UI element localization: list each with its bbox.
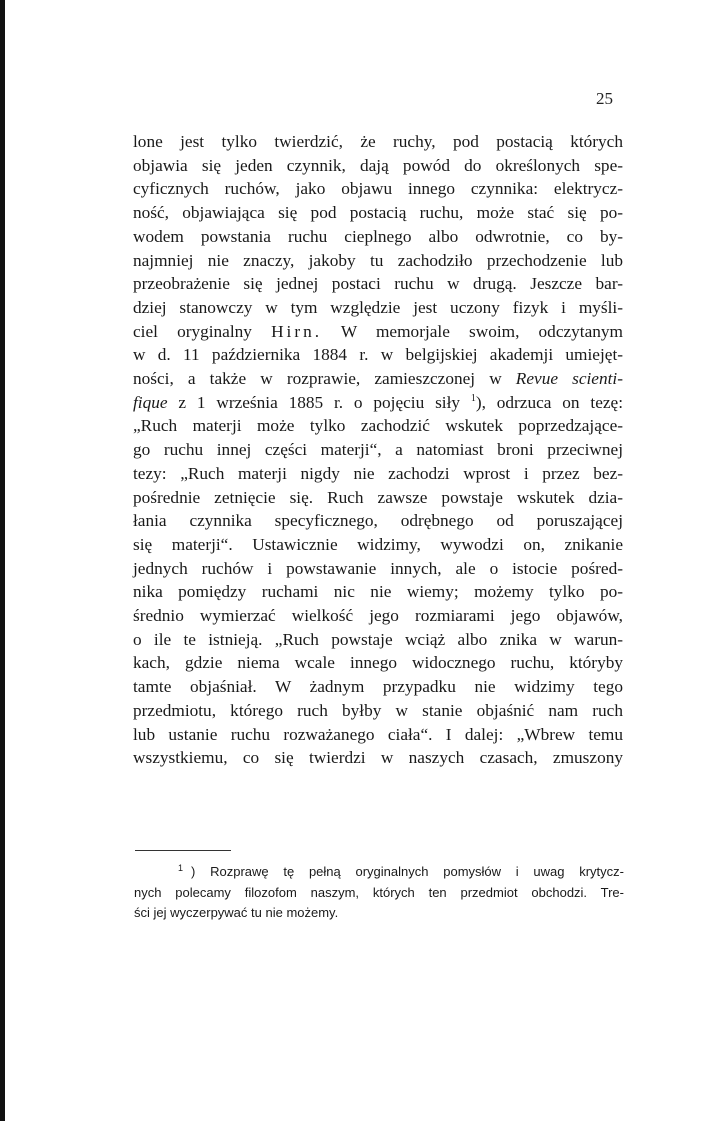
text-line: „Ruch materji może tylko zachodzić wskutek poprzedzające- — [133, 416, 623, 436]
text-line: się materji“. Ustawicznie widzimy, wywodzi on, znikanie — [133, 534, 623, 554]
text-line: jednych ruchów i powstawanie innych, ale o istocie pośred- — [133, 558, 623, 578]
text-line: lub ustanie ruchu rozważanego ciała“. I dalej: „Wbrew temu — [133, 724, 623, 744]
text-line — [133, 320, 623, 344]
text-fragment: ciel oryginalny — [133, 321, 252, 341]
page-number: 25 — [596, 89, 613, 108]
text-fragment: W memorjale swoim, odczytanym — [340, 321, 623, 341]
text-line: tezy: „Ruch materji nigdy nie zachodzi wprost i przez bez- — [133, 463, 623, 483]
text-line: ność, objawiająca się pod postacią ruchu, może stać się po- — [133, 203, 623, 223]
text-line: kach, gdzie niema wcale innego widocznego ruchu, któryby — [133, 653, 623, 673]
text-line: lone jest tylko twierdzić, że ruchy, pod postacią których — [133, 132, 623, 151]
footnote-line — [134, 862, 624, 883]
footnote-marker: 1 — [178, 862, 184, 873]
text-line: o ile te istnieją. „Ruch powstaje wciąż albo znika w warun- — [133, 629, 623, 649]
footnote-line: ści jej wyczerpywać tu nie możemy. — [134, 905, 339, 920]
footnote-divider — [135, 850, 231, 851]
footnote-text: ) Rozprawę tę pełną oryginalnych pomysłów i uwag krytycz- — [191, 864, 624, 879]
text-line: cyficznych ruchów, jako objawu innego czynnika: elektrycz- — [133, 179, 623, 199]
text-line — [133, 367, 623, 391]
journal-title-continued: fique — [133, 392, 168, 412]
text-fragment: ności, a także w rozprawie, zamieszczonej w — [133, 369, 502, 389]
journal-title: Revue scienti- — [515, 369, 623, 389]
text-line: pośrednie zetnięcie się. Ruch zawsze powstaje wskutek dzia- — [133, 487, 623, 507]
text-line: objawia się jeden czynnik, dają powód do określonych spe- — [133, 155, 623, 175]
text-line: przedmiotu, którego ruch byłby w stanie objaśnić nam ruch — [133, 700, 623, 720]
text-fragment: ), odrzuca on tezę: — [475, 392, 624, 412]
text-fragment: z 1 września 1885 r. o pojęciu siły — [178, 392, 461, 412]
text-line: dziej stanowczy w tym względzie jest uczony fizyk i myśli- — [133, 297, 623, 317]
text-line: nika pomiędzy ruchami nic nie wiemy; możemy tylko po- — [133, 582, 623, 602]
text-line: łania czynnika specyficznego, odrębnego od poruszającej — [133, 511, 623, 531]
footnote-reference: 1 — [470, 392, 476, 404]
text-line: przeobrażenie się jednej postaci ruchu w drugą. Jeszcze bar- — [133, 274, 623, 294]
footnote-line: nych polecamy filozofom naszym, których ten przedmiot obchodzi. Tre- — [134, 884, 624, 900]
text-line: w d. 11 października 1884 r. w belgijskiej akademji umiejęt- — [133, 345, 623, 365]
text-line: go ruchu innej części materji“, a natomiast broni przeciwnej — [133, 440, 623, 460]
text-line: najmniej nie znaczy, jakoby tu zachodziło przechodzenie lub — [133, 250, 623, 270]
text-line: wodem powstania ruchu cieplnego albo odwrotnie, co by- — [133, 226, 623, 246]
footnote — [134, 862, 624, 924]
main-text — [133, 130, 623, 770]
text-line: wszystkiemu, co się twierdzi w naszych czasach, zmuszony — [133, 748, 623, 768]
text-line: średnio wymierzać wielkość jego rozmiarami jego objawów, — [133, 606, 623, 626]
text-line — [133, 391, 623, 415]
text-line: tamte objaśniał. W żadnym przypadku nie widzimy tego — [133, 677, 623, 697]
author-name-hirn: Hirn. — [271, 321, 323, 341]
book-spine-edge — [0, 0, 5, 1121]
